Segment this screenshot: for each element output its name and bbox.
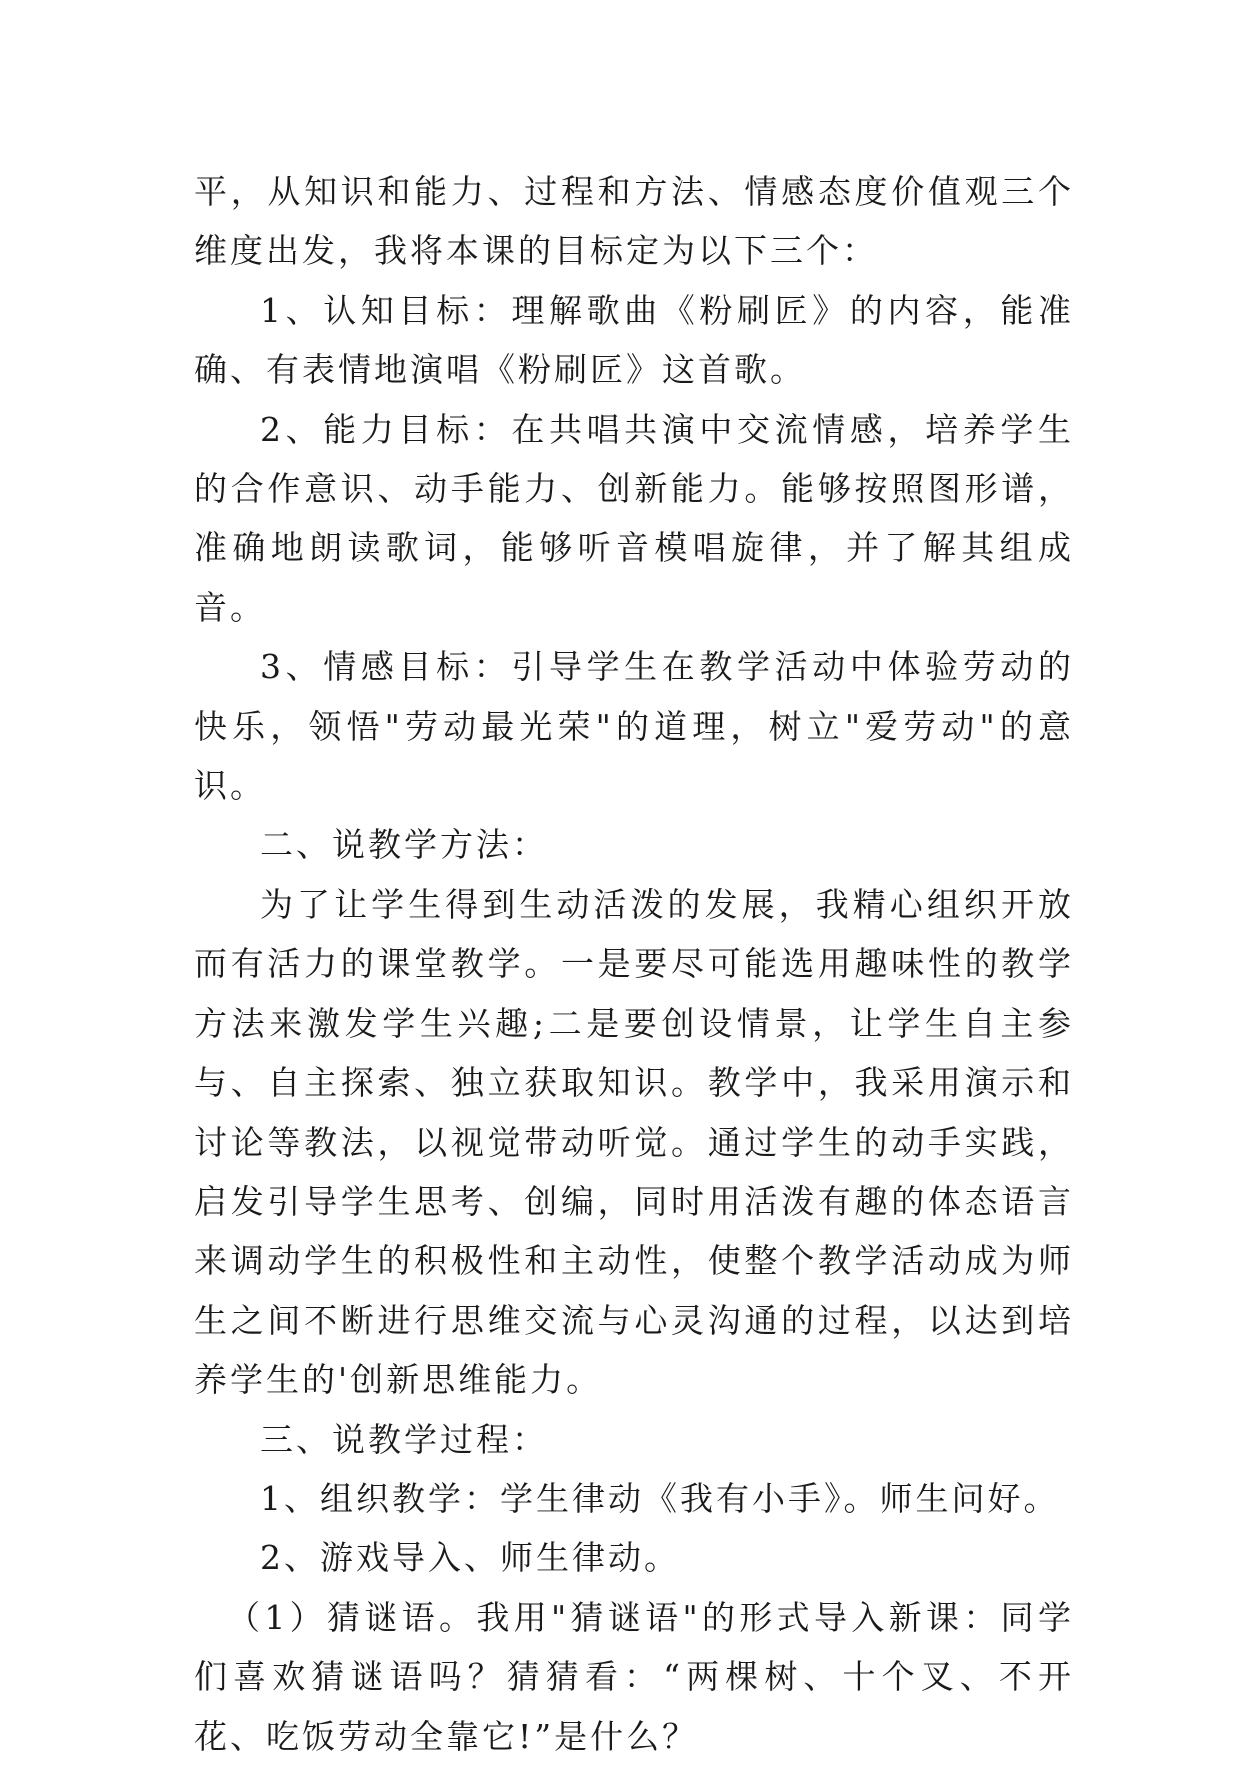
- paragraph-game-intro: 2、游戏导入、师生律动。: [260, 1538, 680, 1578]
- paragraph-ability-goal: 2、能力目标：在共唱共演中交流情感，培养学生的合作意识、动手能力、创新能力。能够按照图形谱，准确地朗读歌词，能够听音模唱旋律，并了解其组成音。: [194, 409, 1074, 627]
- section-heading-methods: 二、说教学方法：: [260, 825, 548, 865]
- section-heading-process: 三、说教学过程：: [260, 1419, 548, 1459]
- paragraph-emotion-goal: 3、情感目标：引导学生在教学活动中体验劳动的快乐，领悟"劳动最光荣"的道理，树立"爱劳动"的意识。: [194, 647, 1074, 806]
- paragraph-continuation: 平，从知识和能力、过程和方法、情感态度价值观三个维度出发，我将本课的目标定为以下三个：: [194, 172, 1074, 271]
- paragraph-cognitive-goal: 1、认知目标：理解歌曲《粉刷匠》的内容，能准确、有表情地演唱《粉刷匠》这首歌。: [194, 290, 1074, 390]
- document-body: [194, 162, 1074, 1766]
- paragraph-methods: 为了让学生得到生动活泼的发展，我精心组织开放而有活力的课堂教学。一是要尽可能选用趣味性的教学方法来激发学生兴趣;二是要创设情景，让学生自主参与、自主探索、独立获取知识。教学中，我采用演示和讨论等教法，以视觉带动听觉。通过学生的动手实践，启发引导学生思考、创编，同时用活泼有趣的体态语言来调动学生的积极性和主动性，使整个教学活动成为师生之间不断进行思维交流与心灵沟通的过程，以达到培养学生的'创新思维能力。: [194, 884, 1074, 1400]
- paragraph-organize-teaching: 1、组织教学：学生律动《我有小手》。师生问好。: [260, 1478, 1060, 1518]
- paragraph-riddle: （1）猜谜语。我用"猜谜语"的形式导入新课：同学们喜欢猜谜语吗？猜猜看：“两棵树、十个叉、不开花、吃饭劳动全靠它!”是什么？: [194, 1597, 1074, 1756]
